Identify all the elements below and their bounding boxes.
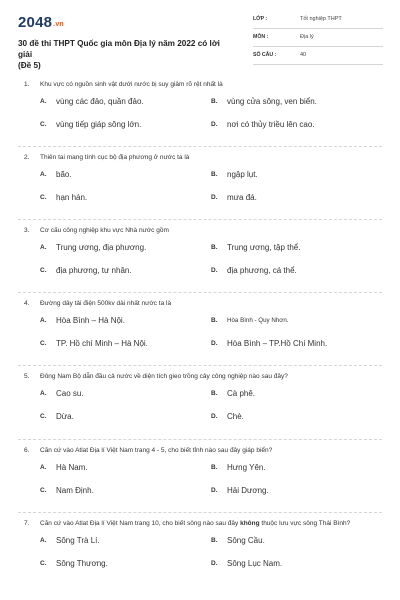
site-logo[interactable] xyxy=(18,14,64,31)
option-a[interactable] xyxy=(40,388,215,400)
option-text: Hải Dương. xyxy=(227,486,269,495)
question-divider xyxy=(18,292,382,293)
answer-options xyxy=(24,388,379,438)
question-1 xyxy=(24,80,379,146)
question-divider xyxy=(18,219,382,220)
question-text xyxy=(40,520,350,527)
question-4 xyxy=(24,299,379,365)
option-letter: A. xyxy=(40,390,47,397)
answer-options xyxy=(24,462,379,512)
option-text: Sông Trà Lí. xyxy=(56,536,100,545)
option-text: Hòa Bình – TP.Hồ Chí Minh. xyxy=(227,339,328,348)
option-c[interactable] xyxy=(40,119,215,131)
option-d[interactable] xyxy=(211,192,386,204)
question-stem xyxy=(24,446,379,455)
option-c[interactable] xyxy=(40,338,215,350)
answer-options xyxy=(24,535,379,583)
question-stem xyxy=(24,519,379,528)
option-a[interactable] xyxy=(40,462,215,474)
option-b[interactable] xyxy=(211,388,386,400)
option-d[interactable] xyxy=(211,485,386,497)
option-text: Nam Định. xyxy=(56,486,94,495)
answer-options xyxy=(24,242,379,292)
question-7 xyxy=(24,519,379,583)
document-title-line2: (Đề 5) xyxy=(18,61,41,70)
option-text: bão. xyxy=(56,170,72,179)
option-text: Hòa Bình - Quy Nhơn. xyxy=(227,317,289,324)
question-stem xyxy=(24,153,379,162)
option-letter: A. xyxy=(40,317,47,324)
question-number: 4. xyxy=(24,300,30,307)
option-d[interactable] xyxy=(211,338,386,350)
option-letter: D. xyxy=(211,560,218,567)
option-c[interactable] xyxy=(40,485,215,497)
question-divider xyxy=(18,439,382,440)
option-letter: B. xyxy=(211,390,218,397)
option-b[interactable] xyxy=(211,462,386,474)
option-letter: D. xyxy=(211,413,218,420)
option-letter: D. xyxy=(211,487,218,494)
option-letter: B. xyxy=(211,244,218,251)
question-number: 5. xyxy=(24,373,30,380)
option-c[interactable] xyxy=(40,411,215,423)
question-5 xyxy=(24,372,379,438)
option-text: Hưng Yên. xyxy=(227,463,266,472)
option-letter: A. xyxy=(40,171,47,178)
question-text: Đông Nam Bộ dẫn đầu cả nước về diện tích gieo trồng cây công nghiệp nào sau đây? xyxy=(40,373,288,380)
option-text: mưa đá. xyxy=(227,193,257,202)
option-text: Chè. xyxy=(227,412,244,421)
option-text: vùng các đảo, quần đảo. xyxy=(56,97,144,106)
question-stem xyxy=(24,80,379,89)
option-letter: A. xyxy=(40,464,47,471)
option-text: Sông Cầu. xyxy=(227,536,265,545)
option-letter: C. xyxy=(40,413,47,420)
option-b[interactable] xyxy=(211,242,386,254)
question-6 xyxy=(24,446,379,512)
question-number: 2. xyxy=(24,154,30,161)
option-letter: B. xyxy=(211,464,218,471)
answer-options xyxy=(24,315,379,365)
option-a[interactable] xyxy=(40,242,215,254)
meta-value: Địa lý xyxy=(300,34,314,40)
question-2 xyxy=(24,153,379,219)
option-text: Dừa. xyxy=(56,412,74,421)
question-stem xyxy=(24,372,379,381)
option-text: Trung ương, tập thể. xyxy=(227,243,301,252)
option-text: Trung ương, địa phương. xyxy=(56,243,147,252)
option-letter: C. xyxy=(40,267,47,274)
option-text: Cà phê. xyxy=(227,389,256,398)
question-number: 6. xyxy=(24,447,30,454)
option-b[interactable] xyxy=(211,535,386,547)
option-letter: C. xyxy=(40,560,47,567)
question-divider xyxy=(18,365,382,366)
meta-key: SỐ CÂU : xyxy=(253,52,277,58)
option-text: địa phương, tư nhân. xyxy=(56,266,132,275)
option-d[interactable] xyxy=(211,558,386,570)
option-letter: A. xyxy=(40,537,47,544)
option-a[interactable] xyxy=(40,315,215,327)
option-c[interactable] xyxy=(40,192,215,204)
question-text-part2: thuộc lưu vực sông Thái Bình? xyxy=(259,520,351,527)
option-letter: B. xyxy=(211,171,218,178)
answer-options xyxy=(24,169,379,219)
option-text: Sông Thương. xyxy=(56,559,108,568)
question-divider xyxy=(18,512,382,513)
option-text: vùng tiếp giáp sông lớn. xyxy=(56,120,142,129)
option-letter: B. xyxy=(211,317,218,324)
option-letter: C. xyxy=(40,194,47,201)
option-text: hạn hán. xyxy=(56,193,88,202)
meta-value: 40 xyxy=(300,52,307,58)
option-letter: C. xyxy=(40,487,47,494)
option-letter: B. xyxy=(211,537,218,544)
question-number: 1. xyxy=(24,81,30,88)
question-text: Căn cứ vào Atlat Địa lí Việt Nam trang 4 - 5, cho biết tỉnh nào sau đây giáp biển? xyxy=(40,447,273,454)
option-c[interactable] xyxy=(40,265,215,277)
option-text: Hòa Bình – Hà Nội. xyxy=(56,316,125,325)
question-text: Đường dây tải điện 500kv dài nhất nước ta là xyxy=(40,300,172,307)
meta-key: MÔN : xyxy=(253,34,269,40)
question-number: 7. xyxy=(24,520,30,527)
option-a[interactable] xyxy=(40,169,215,181)
option-text: Cao su. xyxy=(56,389,84,398)
question-number: 3. xyxy=(24,227,30,234)
option-d[interactable] xyxy=(211,265,386,277)
option-letter: B. xyxy=(211,98,218,105)
meta-key: LỚP : xyxy=(253,16,268,22)
question-text-part1: Căn cứ vào Atlat Địa lí Việt Nam trang 10, cho biết sông nào sau đây xyxy=(40,520,241,527)
option-d[interactable] xyxy=(211,119,386,131)
meta-row-subject xyxy=(253,32,383,47)
question-text-emphasis: không xyxy=(240,520,260,527)
logo-suffix: .vn xyxy=(53,21,64,28)
logo-number: 2048 xyxy=(18,14,53,31)
option-letter: D. xyxy=(211,121,218,128)
option-letter: D. xyxy=(211,194,218,201)
question-divider xyxy=(18,146,382,147)
question-text: Khu vực có nguồn sinh vật dưới nước bị suy giảm rõ rệt nhất là xyxy=(40,81,223,88)
question-stem xyxy=(24,299,379,308)
option-d[interactable] xyxy=(211,411,386,423)
meta-row-class xyxy=(253,14,383,29)
option-letter: D. xyxy=(211,267,218,274)
option-text: Hà Nam. xyxy=(56,463,88,472)
option-text: vùng cửa sông, ven biển. xyxy=(227,97,317,106)
option-letter: C. xyxy=(40,121,47,128)
question-text: Thiên tai mang tính cục bộ địa phương ở nước ta là xyxy=(40,154,190,161)
meta-value: Tốt nghiệp THPT xyxy=(300,16,342,22)
document-title xyxy=(18,38,233,71)
option-b[interactable] xyxy=(211,315,386,327)
option-letter: D. xyxy=(211,340,218,347)
question-stem xyxy=(24,226,379,235)
option-letter: A. xyxy=(40,244,47,251)
option-text: TP. Hồ chí Minh – Hà Nội. xyxy=(56,339,148,348)
option-letter: A. xyxy=(40,98,47,105)
option-a[interactable] xyxy=(40,96,215,108)
question-3 xyxy=(24,226,379,292)
option-b[interactable] xyxy=(211,96,386,108)
option-a[interactable] xyxy=(40,535,215,547)
option-letter: C. xyxy=(40,340,47,347)
option-text: nơi có thủy triều lên cao. xyxy=(227,120,315,129)
option-text: Sông Lục Nam. xyxy=(227,559,283,568)
option-c[interactable] xyxy=(40,558,215,570)
option-b[interactable] xyxy=(211,169,386,181)
document-meta xyxy=(253,14,383,68)
option-text: ngập lụt. xyxy=(227,170,258,179)
meta-row-question-count xyxy=(253,50,383,65)
answer-options xyxy=(24,96,379,146)
document-title-line1: 30 đề thi THPT Quốc gia môn Địa lý năm 2022 có lời giải xyxy=(18,39,220,59)
document-header xyxy=(18,10,382,72)
question-text: Cơ cấu công nghiệp khu vực Nhà nước gồm xyxy=(40,227,169,234)
option-text: địa phương, cá thể. xyxy=(227,266,297,275)
